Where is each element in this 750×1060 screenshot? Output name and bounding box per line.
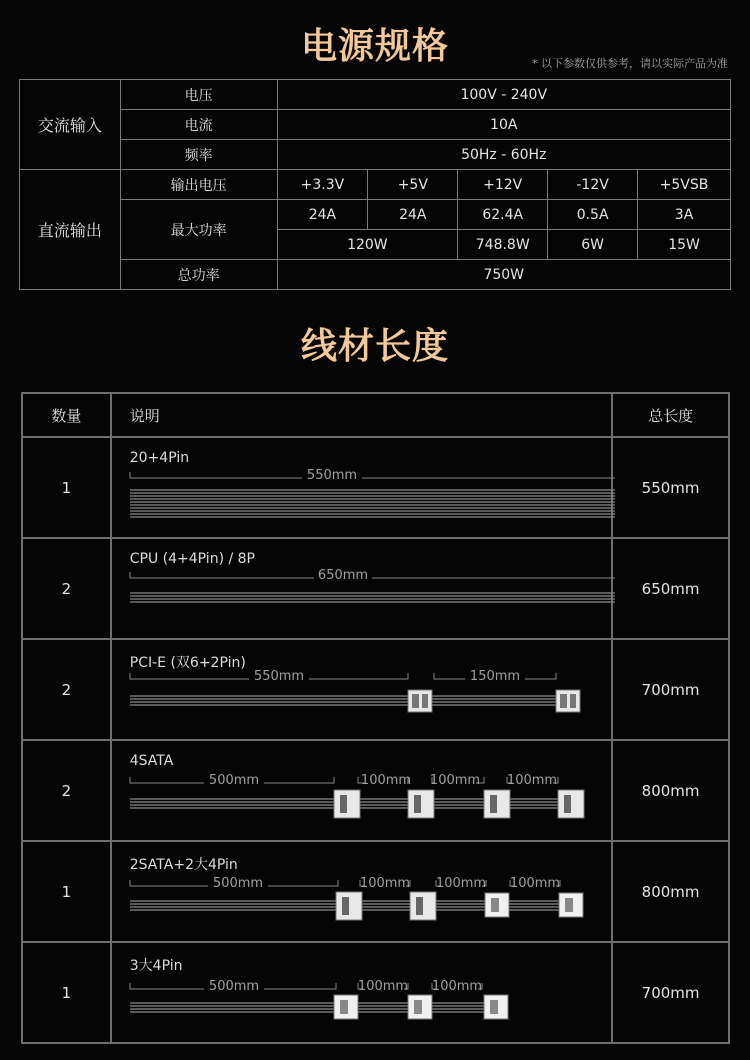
segment-label: 150mm — [469, 669, 520, 684]
segment-label: 550mm — [253, 669, 304, 684]
spec-note: * 以下参数仅供参考，请以实际产品为准 — [532, 57, 728, 70]
sata-connector-icon — [408, 790, 434, 818]
max-power-label: 最大功率 — [120, 200, 277, 260]
cable-qty: 2 — [22, 538, 111, 639]
dc-output-label: 直流输出 — [20, 170, 121, 290]
header-qty: 数量 — [22, 393, 111, 437]
cable-diagram-24pin — [112, 438, 615, 537]
segment-label: 100mm — [431, 979, 482, 994]
cable-row — [22, 538, 729, 639]
spec-table — [19, 79, 731, 290]
cables-title: 线材长度 — [300, 326, 449, 367]
header-total: 总长度 — [612, 393, 729, 437]
total-power-value: 750W — [277, 260, 731, 290]
molex-connector-icon — [334, 995, 358, 1019]
segment-label: 550mm — [306, 468, 357, 483]
segment-label: 100mm — [509, 876, 560, 891]
molex-connector-icon — [559, 893, 583, 917]
molex-connector-icon — [408, 995, 432, 1019]
voltage-3v3: +3.3V — [277, 170, 368, 200]
voltage-value: 100V - 240V — [277, 80, 731, 110]
voltage-12v: +12V — [458, 170, 548, 200]
current-3v3: 24A — [277, 200, 368, 230]
frequency-value: 50Hz - 60Hz — [277, 140, 731, 170]
cable-qty: 1 — [22, 942, 111, 1043]
output-voltage-label: 输出电压 — [120, 170, 277, 200]
cable-total: 700mm — [612, 942, 729, 1043]
current-label: 电流 — [120, 110, 277, 140]
cable-total: 700mm — [612, 639, 729, 740]
segment-label: 500mm — [212, 876, 263, 891]
cable-diagram-cpu — [112, 539, 615, 638]
cable-total: 550mm — [612, 437, 729, 538]
cable-diagram-molex — [112, 943, 615, 1042]
cable-total: 800mm — [612, 740, 729, 841]
power-neg12v: 6W — [548, 230, 638, 260]
ac-input-label: 交流输入 — [20, 80, 121, 170]
cable-name: CPU (4+4Pin) / 8P — [129, 551, 255, 567]
cable-diagram-4sata — [112, 741, 615, 840]
cable-total: 800mm — [612, 841, 729, 942]
voltage-5v: +5V — [368, 170, 458, 200]
cables-table — [21, 392, 730, 1044]
cable-qty: 2 — [22, 639, 111, 740]
cable-row — [22, 841, 729, 942]
current-12v: 62.4A — [458, 200, 548, 230]
sata-connector-icon — [410, 892, 436, 920]
segment-label: 100mm — [360, 773, 411, 788]
power-5vsb: 15W — [638, 230, 731, 260]
total-power-label: 总功率 — [120, 260, 277, 290]
cable-diagram-sata-molex — [112, 842, 615, 941]
voltage-5vsb: +5VSB — [638, 170, 731, 200]
spec-title: 电源规格 — [300, 26, 449, 67]
molex-connector-icon — [485, 893, 509, 917]
cable-qty: 1 — [22, 437, 111, 538]
current-neg12v: 0.5A — [548, 200, 638, 230]
cable-qty: 1 — [22, 841, 111, 942]
segment-label: 100mm — [506, 773, 557, 788]
cable-row — [22, 639, 729, 740]
current-5v: 24A — [368, 200, 458, 230]
segment-label: 100mm — [429, 773, 480, 788]
segment-label: 650mm — [317, 568, 368, 583]
cable-row — [22, 437, 729, 538]
cable-row — [22, 942, 729, 1043]
cable-total: 650mm — [612, 538, 729, 639]
segment-label: 100mm — [435, 876, 486, 891]
cable-name: 4SATA — [129, 753, 174, 769]
molex-connector-icon — [484, 995, 508, 1019]
cable-name: PCI-E (双6+2Pin) — [129, 655, 246, 671]
cable-name: 3大4Pin — [129, 958, 183, 974]
cable-name: 20+4Pin — [129, 450, 190, 466]
current-5vsb: 3A — [638, 200, 731, 230]
segment-label: 100mm — [359, 876, 410, 891]
sata-connector-icon — [334, 790, 360, 818]
voltage-label: 电压 — [120, 80, 277, 110]
frequency-label: 频率 — [120, 140, 277, 170]
pcie-connector-icon — [556, 690, 580, 712]
cable-name: 2SATA+2大4Pin — [129, 857, 238, 873]
header-desc: 说明 — [111, 393, 612, 437]
power-3v3-5v: 120W — [277, 230, 458, 260]
sata-connector-icon — [484, 790, 510, 818]
segment-label: 500mm — [208, 979, 259, 994]
pcie-connector-icon — [408, 690, 432, 712]
sata-connector-icon — [558, 790, 584, 818]
voltage-neg12v: -12V — [548, 170, 638, 200]
current-value: 10A — [277, 110, 731, 140]
cable-row — [22, 740, 729, 841]
segment-label: 500mm — [208, 773, 259, 788]
cable-diagram-pcie — [112, 640, 615, 739]
power-12v: 748.8W — [458, 230, 548, 260]
cable-qty: 2 — [22, 740, 111, 841]
sata-connector-icon — [336, 892, 362, 920]
segment-label: 100mm — [357, 979, 408, 994]
